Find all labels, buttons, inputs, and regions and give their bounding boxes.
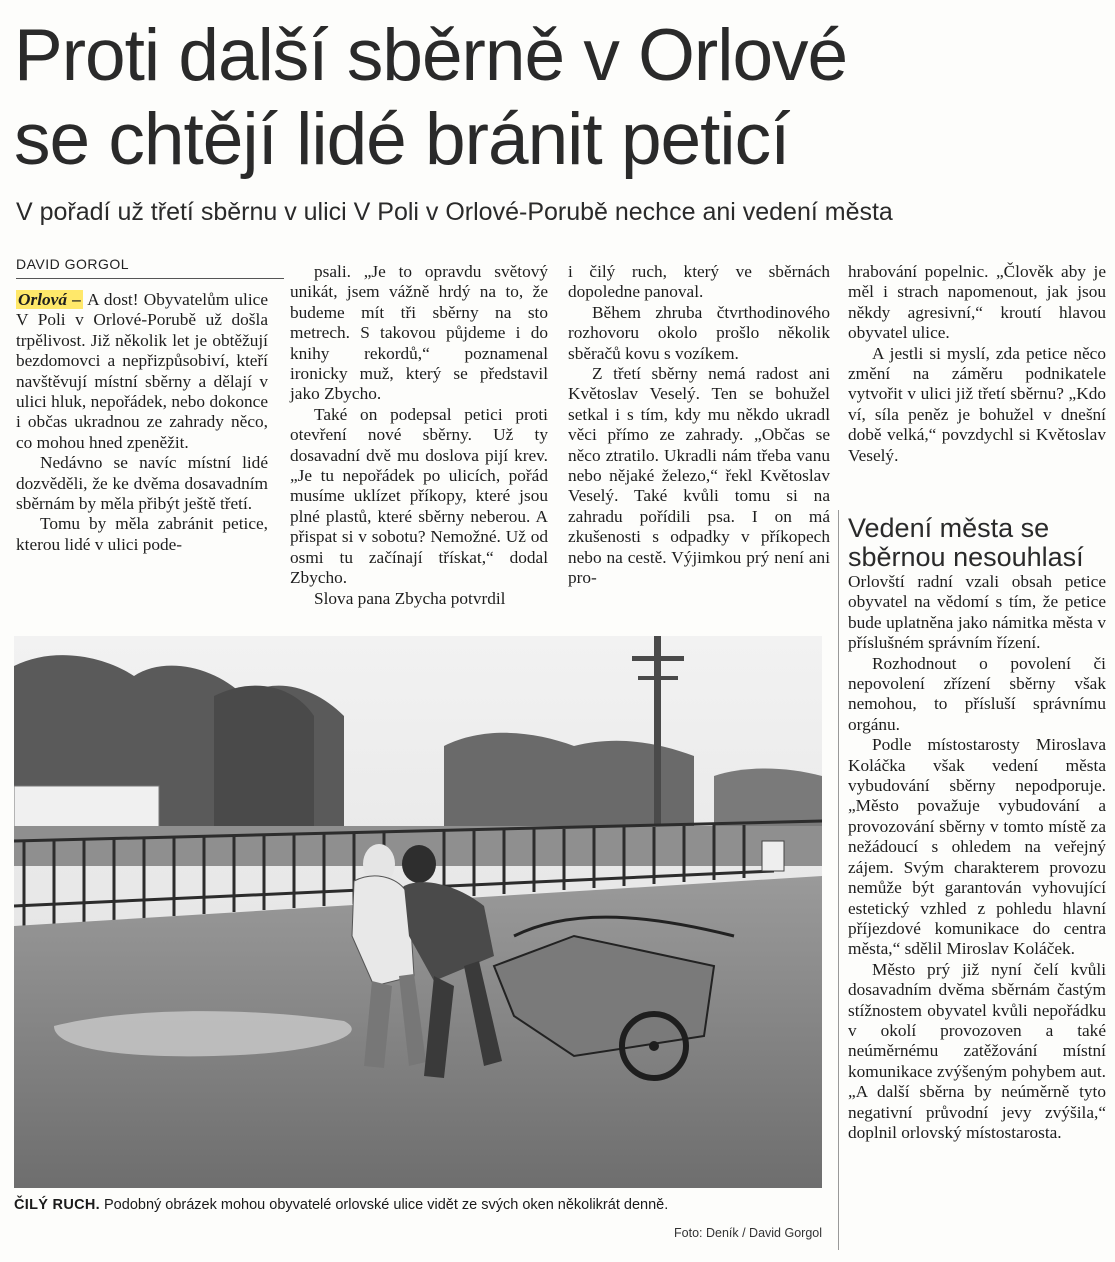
paragraph xyxy=(16,290,268,453)
paragraph: Nedávno se navíc místní lidé dozvěděli, že ke dvěma dosavadním sběrnám by měla přibýt ještě třetí. xyxy=(16,453,268,514)
photo-caption xyxy=(14,1196,822,1214)
photo-illustration xyxy=(14,636,822,1188)
article-column-4 xyxy=(848,262,1106,466)
caption-text: Podobný obrázek mohou obyvatelé orlovské ulice vidět ze svých oken několikrát denně. xyxy=(99,1197,669,1213)
paragraph: A jestli si myslí, zda petice něco změní na záměru podnikatele vytvořit v ulici již třetí sběrnu? „Kdo ví, síla peněz je bohužel v dnešní době velká,“ povzdychl si Květoslav Veselý. xyxy=(848,343,1106,465)
section-subheading: Vedení města se sběrnou nesouhlasí xyxy=(848,513,1084,572)
paragraph-text: A dost! Obyvatelům ulice V Poli v Orlové-Porubě už došla trpělivost. Již několik let je obtěžují bezdomovci a nepřizpůsobiví, kteří navštěvují místní sběrny a dělají v ulici hluk, nepořádek, nebo dokonce i občas ukradnou ze zahrady něco, co mohou hned zpeněžit. xyxy=(16,290,269,452)
paragraph: psali. „Je to opravdu světový unikát, jsem vážně hrdý na to, že budeme mít tři sběrny na sto metrech. S takovou půjdeme i do knihy rekordů,“ poznamenal ironicky muž, který se představil jako Zbycho. xyxy=(290,262,548,404)
paragraph: Město prý již nyní čelí kvůli dosavadním dvěma sběrnám častým stížnostem obyvatel kvůli nepořádku v okolí provozoven a také neúměrnému zatěžování místní komunikace zvýšeným pohybem aut. „A další sběrna by neúměrně tyto negativní průvodní jevy zvýšila,“ doplnil orlovský místostarosta. xyxy=(848,959,1106,1142)
section-2-text xyxy=(848,572,1106,1143)
headline-line-2: se chtějí lidé bránit peticí xyxy=(14,99,790,180)
photo-credit: Foto: Deník / David Gorgol xyxy=(674,1226,822,1240)
author-byline: DAVID GORGOL xyxy=(16,256,284,279)
paragraph: Podle místostarosty Miroslava Koláčka však vedení města vybudování sběrny nepodporuje. „Město považuje vybudování a provozování sběrny v tomto místě za nežádoucí s ohledem na veřejný zájem. Svým charakterem provozu nemůže být garantován vyhovující estetický vzhled z pohledu hlavní příjezdové komunikace do centra města,“ sdělil Miroslav Koláček. xyxy=(848,735,1106,959)
paragraph: hrabování popelnic. „Člověk aby je měl i strach napomenout, jak jsou někdy agresivní,“ kroutí hlavou obyvatel ulice. xyxy=(848,262,1106,343)
column-divider xyxy=(838,510,839,1250)
paragraph: Také on podepsal petici proti otevření nové sběrny. Už ty dosavadní dvě mu doslova pijí krev. „Je tu nepořádek po ulicích, pořád musíme uklízet příkopy, které jsou plné plastů, které sběrny neberou. A přispat si v sobotu? Nemožné. Už od osmi tu začínají třískat,“ dodal Zbycho. xyxy=(290,404,548,588)
dateline: Orlová – xyxy=(18,290,81,309)
paragraph: i čilý ruch, který ve sběrnách dopoledne panoval. xyxy=(568,262,830,302)
news-photo xyxy=(14,636,822,1188)
caption-lead: ČILÝ RUCH. xyxy=(14,1197,100,1213)
paragraph: Tomu by měla zabránit petice, kterou lidé v ulici pode- xyxy=(16,514,268,554)
paragraph: Z třetí sběrny nemá radost ani Květoslav Veselý. Ten se bohužel setkal i s tím, kdy mu někdo ukradl věci přímo ze zahrady. „Občas se něco ztratilo. Ukradli nám třeba vanu nebo nějaké železo,“ řekl Květoslav Veselý. Také kvůli tomu si na zahradu pořídili psa. I on má zkušenosti s odpadky v příkopech nebo na cestě. Výjimkou prý není ani pro- xyxy=(568,364,830,588)
paragraph: Během zhruba čtvrthodinového rozhovoru okolo prošlo několik sběračů kovu s vozíkem. xyxy=(568,302,830,363)
paragraph: Slova pana Zbycha potvrdil xyxy=(314,588,506,608)
article-column-3 xyxy=(568,262,830,589)
paragraph: Orlovští radní vzali obsah petice obyvatel na vědomí s tím, že petice bude uplatněna jako námitka města v příslušném správním řízení. xyxy=(848,572,1106,653)
headline-line-1: Proti další sběrně v Orlové xyxy=(14,15,848,96)
article-headline xyxy=(14,14,1104,182)
paragraph: Rozhodnout o povolení či nepovolení zřízení sběrny však nemohou, to přísluší správnímu orgánu. xyxy=(848,653,1106,734)
article-subheadline: V pořadí už třetí sběrnu v ulici V Poli v Orlové-Porubě nechce ani vedení města xyxy=(16,198,893,226)
article-column-2 xyxy=(290,262,548,609)
article-column-1 xyxy=(16,290,268,555)
